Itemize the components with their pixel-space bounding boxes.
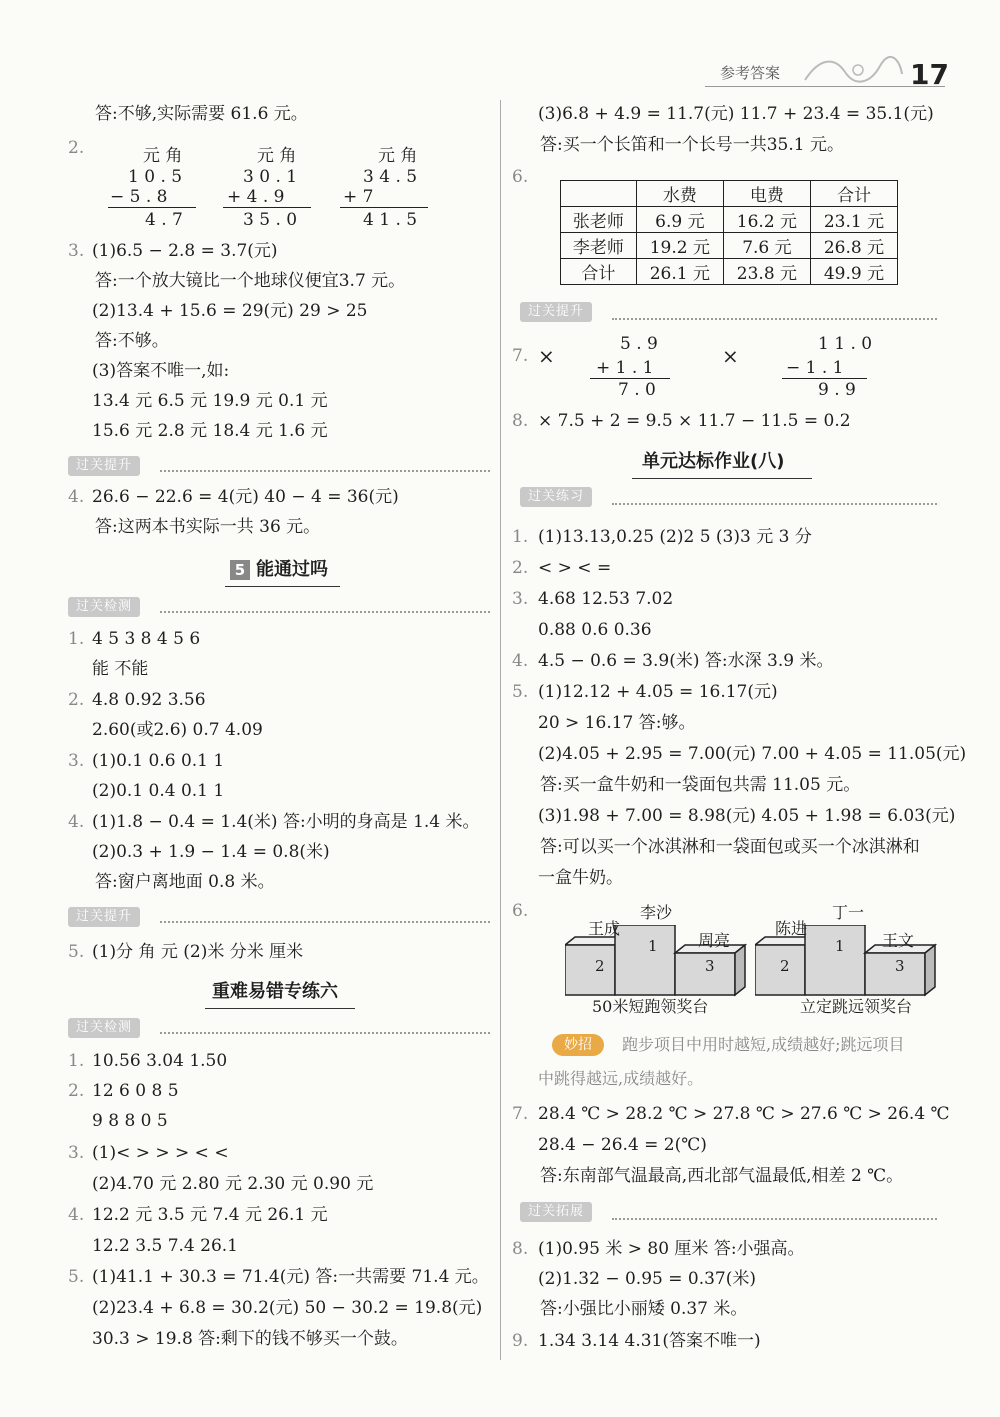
section-badge: 过关拓展 (520, 1202, 592, 1222)
answer-line: 答:买一盒牛奶和一袋面包共需 11.05 元。 (540, 775, 861, 795)
table-header-cell: 电费 (723, 181, 810, 207)
calc-rule (108, 207, 196, 208)
question-number: 8. (512, 411, 529, 431)
table-header-cell: 水费 (636, 181, 723, 207)
calc-rule (223, 207, 311, 208)
podium-name-left: 王成 (588, 919, 621, 938)
answer-line: 20 > 16.17 答:够。 (538, 713, 696, 733)
unit-title: 单元达标作业(八) (642, 451, 785, 472)
table-header-row (561, 181, 898, 207)
table-cell: 19.2 元 (636, 233, 723, 259)
question-number: 2. (68, 1081, 85, 1101)
answer-line: 答:可以买一个冰淇淋和一袋面包或买一个冰淇淋和 (540, 837, 920, 857)
section-badge: 过关提升 (68, 456, 140, 476)
answer-line: (1)41.1 + 30.3 = 71.4(元) 答:一共需要 71.4 元。 (92, 1267, 489, 1287)
calc-operand: − 5 . 8 (110, 187, 168, 207)
answer-line: 9 8 8 0 5 (92, 1111, 168, 1131)
question-number: 5. (68, 942, 85, 962)
answer-line: 4.68 12.53 7.02 (538, 589, 674, 609)
calc-operand: + 7 (343, 187, 374, 207)
column-header: 元 角 (378, 146, 418, 166)
question-number: 5. (68, 1267, 85, 1287)
title-underline (205, 1008, 355, 1009)
answer-line: 一盒牛奶。 (538, 868, 623, 888)
podium-place-3: 3 (895, 957, 905, 975)
answer-line: 2.60(或2.6) 0.7 4.09 (92, 720, 263, 740)
answer-line: 12 6 0 8 5 (92, 1081, 179, 1101)
lesson-title: 能通过吗 (256, 559, 328, 580)
answer-line: 答:不够。 (95, 331, 169, 351)
dotted-rule (160, 921, 490, 923)
answer-line: (1)6.5 − 2.8 = 3.7(元) (92, 241, 278, 261)
podium-name-left: 陈进 (775, 919, 808, 938)
calc-operand: 5 . 9 (620, 334, 658, 354)
answer-line: 4 5 3 8 4 5 6 (92, 629, 201, 649)
question-number: 1. (68, 1051, 85, 1071)
answer-line: 15.6 元 2.8 元 18.4 元 1.6 元 (92, 421, 328, 441)
answer-line: × 7.5 + 2 = 9.5 × 11.7 − 11.5 = 0.2 (538, 411, 851, 431)
answer-line: 4.8 0.92 3.56 (92, 690, 206, 710)
answer-line: (1)0.95 米 > 80 厘米 答:小强高。 (538, 1239, 805, 1259)
question-number: 2. (68, 690, 85, 710)
answer-line: (2)23.4 + 6.8 = 30.2(元) 50 − 30.2 = 19.8(元) (92, 1298, 483, 1318)
podium-place-2: 2 (780, 957, 790, 975)
answer-line: 答:窗户离地面 0.8 米。 (95, 872, 275, 892)
question-number: 1. (68, 629, 85, 649)
answer-line: 10.56 3.04 1.50 (92, 1051, 228, 1071)
table-cell: 26.8 元 (810, 233, 897, 259)
question-number: 1. (512, 527, 529, 547)
calc-result: 3 5 . 0 (243, 210, 298, 230)
answer-key-label: 参考答案 (720, 64, 781, 82)
table-cell: 16.2 元 (723, 207, 810, 233)
answer-line: (3)6.8 + 4.9 = 11.7(元) 11.7 + 23.4 = 35.1(元) (538, 104, 934, 124)
answer-line: (1)12.12 + 4.05 = 16.17(元) (538, 682, 778, 702)
answer-line: 28.4 − 26.4 = 2(℃) (538, 1135, 707, 1155)
question-number: 3. (512, 589, 529, 609)
answer-line: (1)分 角 元 (2)米 分米 厘米 (92, 942, 304, 962)
header-rule (705, 86, 945, 87)
calc-operand: 1 1 . 0 (818, 334, 873, 354)
table-row (561, 259, 898, 285)
table-header-cell (561, 181, 637, 207)
table-cell: 23.1 元 (810, 207, 897, 233)
calc-operand: + 1 . 1 (596, 358, 654, 378)
podium-place-3: 3 (705, 957, 715, 975)
answer-line: 答:不够,实际需要 61.6 元。 (95, 104, 308, 124)
wrong-mark-icon: × (722, 344, 739, 368)
wrong-mark-icon: × (538, 344, 555, 368)
lesson-number-badge: 5 (230, 560, 250, 580)
question-number: 6. (512, 901, 529, 921)
calc-operand: 3 0 . 1 (243, 167, 298, 187)
question-number: 4. (512, 651, 529, 671)
answer-line: (2)4.05 + 2.95 = 7.00(元) 7.00 + 4.05 = 11.05(元) (538, 744, 967, 764)
question-number: 7. (512, 1104, 529, 1124)
podium-place-1: 1 (835, 937, 845, 955)
question-number: 6. (512, 167, 529, 187)
calc-operand: 1 0 . 5 (128, 167, 183, 187)
section-badge: 过关练习 (520, 487, 592, 507)
question-number: 2. (68, 138, 85, 158)
answer-line: 1.34 3.14 4.31(答案不唯一) (538, 1331, 761, 1351)
answer-line: (3)1.98 + 7.00 = 8.98(元) 4.05 + 1.98 = 6.03(元) (538, 806, 956, 826)
answer-line: 答:东南部气温最高,西北部气温最低,相差 2 ℃。 (540, 1166, 904, 1186)
answer-line: 答:这两本书实际一共 36 元。 (95, 517, 321, 537)
tip-badge-icon: 妙招 (552, 1034, 604, 1056)
answer-line: (2)4.70 元 2.80 元 2.30 元 0.90 元 (92, 1174, 374, 1194)
title-underline (632, 478, 812, 479)
answer-line: < > < = (538, 558, 612, 578)
table-cell: 7.6 元 (723, 233, 810, 259)
answer-line: 12.2 3.5 7.4 26.1 (92, 1236, 238, 1256)
column-header: 元 角 (143, 146, 183, 166)
answer-line: 12.2 元 3.5 元 7.4 元 26.1 元 (92, 1205, 328, 1225)
section-badge: 过关检测 (68, 597, 140, 617)
podium-place-1: 1 (648, 937, 658, 955)
dotted-rule (160, 1032, 490, 1034)
answer-line: (2)0.1 0.4 0.1 1 (92, 781, 225, 801)
table-cell: 26.1 元 (636, 259, 723, 285)
title-underline (225, 586, 340, 587)
column-divider (500, 100, 501, 1360)
podium-name-right: 周亮 (698, 931, 731, 950)
question-number: 9. (512, 1331, 529, 1351)
podium-place-2: 2 (595, 957, 605, 975)
page-number: 17 (910, 58, 949, 91)
question-number: 7. (512, 346, 529, 366)
answer-line: (2)0.3 + 1.9 − 1.4 = 0.8(米) (92, 842, 330, 862)
answer-line: 26.6 − 22.6 = 4(元) 40 − 4 = 36(元) (92, 487, 399, 507)
podium-name-center: 丁一 (832, 903, 865, 922)
decorative-swirl-icon (800, 52, 905, 88)
calc-result: 4 1 . 5 (363, 210, 418, 230)
answer-line: (1)0.1 0.6 0.1 1 (92, 751, 225, 771)
table-cell: 李老师 (561, 233, 637, 259)
table-cell: 23.8 元 (723, 259, 810, 285)
table-row (561, 207, 898, 233)
table-cell: 49.9 元 (810, 259, 897, 285)
answer-line: (1)1.8 − 0.4 = 1.4(米) 答:小明的身高是 1.4 米。 (92, 812, 480, 832)
answer-line: 能 不能 (92, 659, 149, 679)
dotted-rule (612, 318, 937, 320)
podium-name-right: 王文 (882, 931, 915, 950)
table-cell: 合计 (561, 259, 637, 285)
dotted-rule (612, 1218, 937, 1220)
answer-line: 答:买一个长笛和一个长号一共35.1 元。 (540, 135, 844, 155)
question-number: 3. (68, 1143, 85, 1163)
calc-operand: 3 4 . 5 (363, 167, 418, 187)
dotted-rule (612, 503, 937, 505)
question-number: 8. (512, 1239, 529, 1259)
calc-result: 4 . 7 (145, 210, 183, 230)
dotted-rule (160, 470, 490, 472)
answer-line: (2)13.4 + 15.6 = 29(元) 29 > 25 (92, 301, 368, 321)
section-badge: 过关检测 (68, 1018, 140, 1038)
calc-result: 9 . 9 (818, 380, 856, 400)
podium-caption: 立定跳远领奖台 (800, 997, 913, 1016)
answer-line: (3)答案不唯一,如: (92, 361, 230, 381)
table-row (561, 233, 898, 259)
tip-text: 跑步项目中用时越短,成绩越好;跳远项目 (622, 1035, 905, 1054)
cost-table (560, 180, 898, 285)
question-number: 4. (68, 1205, 85, 1225)
answer-line: (2)1.32 − 0.95 = 0.37(米) (538, 1269, 757, 1289)
table-header-cell: 合计 (810, 181, 897, 207)
answer-line: 答:一个放大镜比一个地球仪便宜3.7 元。 (95, 271, 406, 291)
question-number: 5. (512, 682, 529, 702)
calc-result: 7 . 0 (618, 380, 656, 400)
answer-line: 28.4 ℃ > 28.2 ℃ > 27.8 ℃ > 27.6 ℃ > 26.4 ℃ (538, 1104, 950, 1124)
podium-name-center: 李沙 (640, 903, 673, 922)
answer-line: 30.3 > 19.8 答:剩下的钱不够买一个鼓。 (92, 1329, 408, 1349)
calc-rule (340, 207, 428, 208)
tip-text: 中跳得越远,成绩越好。 (538, 1069, 704, 1088)
answer-line: 答:小强比小丽矮 0.37 米。 (540, 1299, 748, 1319)
table-cell: 6.9 元 (636, 207, 723, 233)
question-number: 2. (512, 558, 529, 578)
calc-operand: − 1 . 1 (786, 358, 844, 378)
answer-line: 13.4 元 6.5 元 19.9 元 0.1 元 (92, 391, 328, 411)
answer-line: (1)< > > > < < (92, 1143, 229, 1163)
answer-line: 4.5 − 0.6 = 3.9(米) 答:水深 3.9 米。 (538, 651, 834, 671)
question-number: 3. (68, 751, 85, 771)
table-cell: 张老师 (561, 207, 637, 233)
podium-caption: 50米短跑领奖台 (592, 997, 709, 1016)
section-badge: 过关提升 (68, 907, 140, 927)
question-number: 4. (68, 487, 85, 507)
question-number: 3. (68, 241, 85, 261)
answer-line: (1)13.13,0.25 (2)2 5 (3)3 元 3 分 (538, 527, 812, 547)
practice-title: 重难易错专练六 (212, 981, 338, 1002)
column-header: 元 角 (257, 146, 297, 166)
section-badge: 过关提升 (520, 302, 592, 322)
question-number: 4. (68, 812, 85, 832)
dotted-rule (160, 611, 490, 613)
calc-operand: + 4 . 9 (227, 187, 285, 207)
answer-line: 0.88 0.6 0.36 (538, 620, 652, 640)
